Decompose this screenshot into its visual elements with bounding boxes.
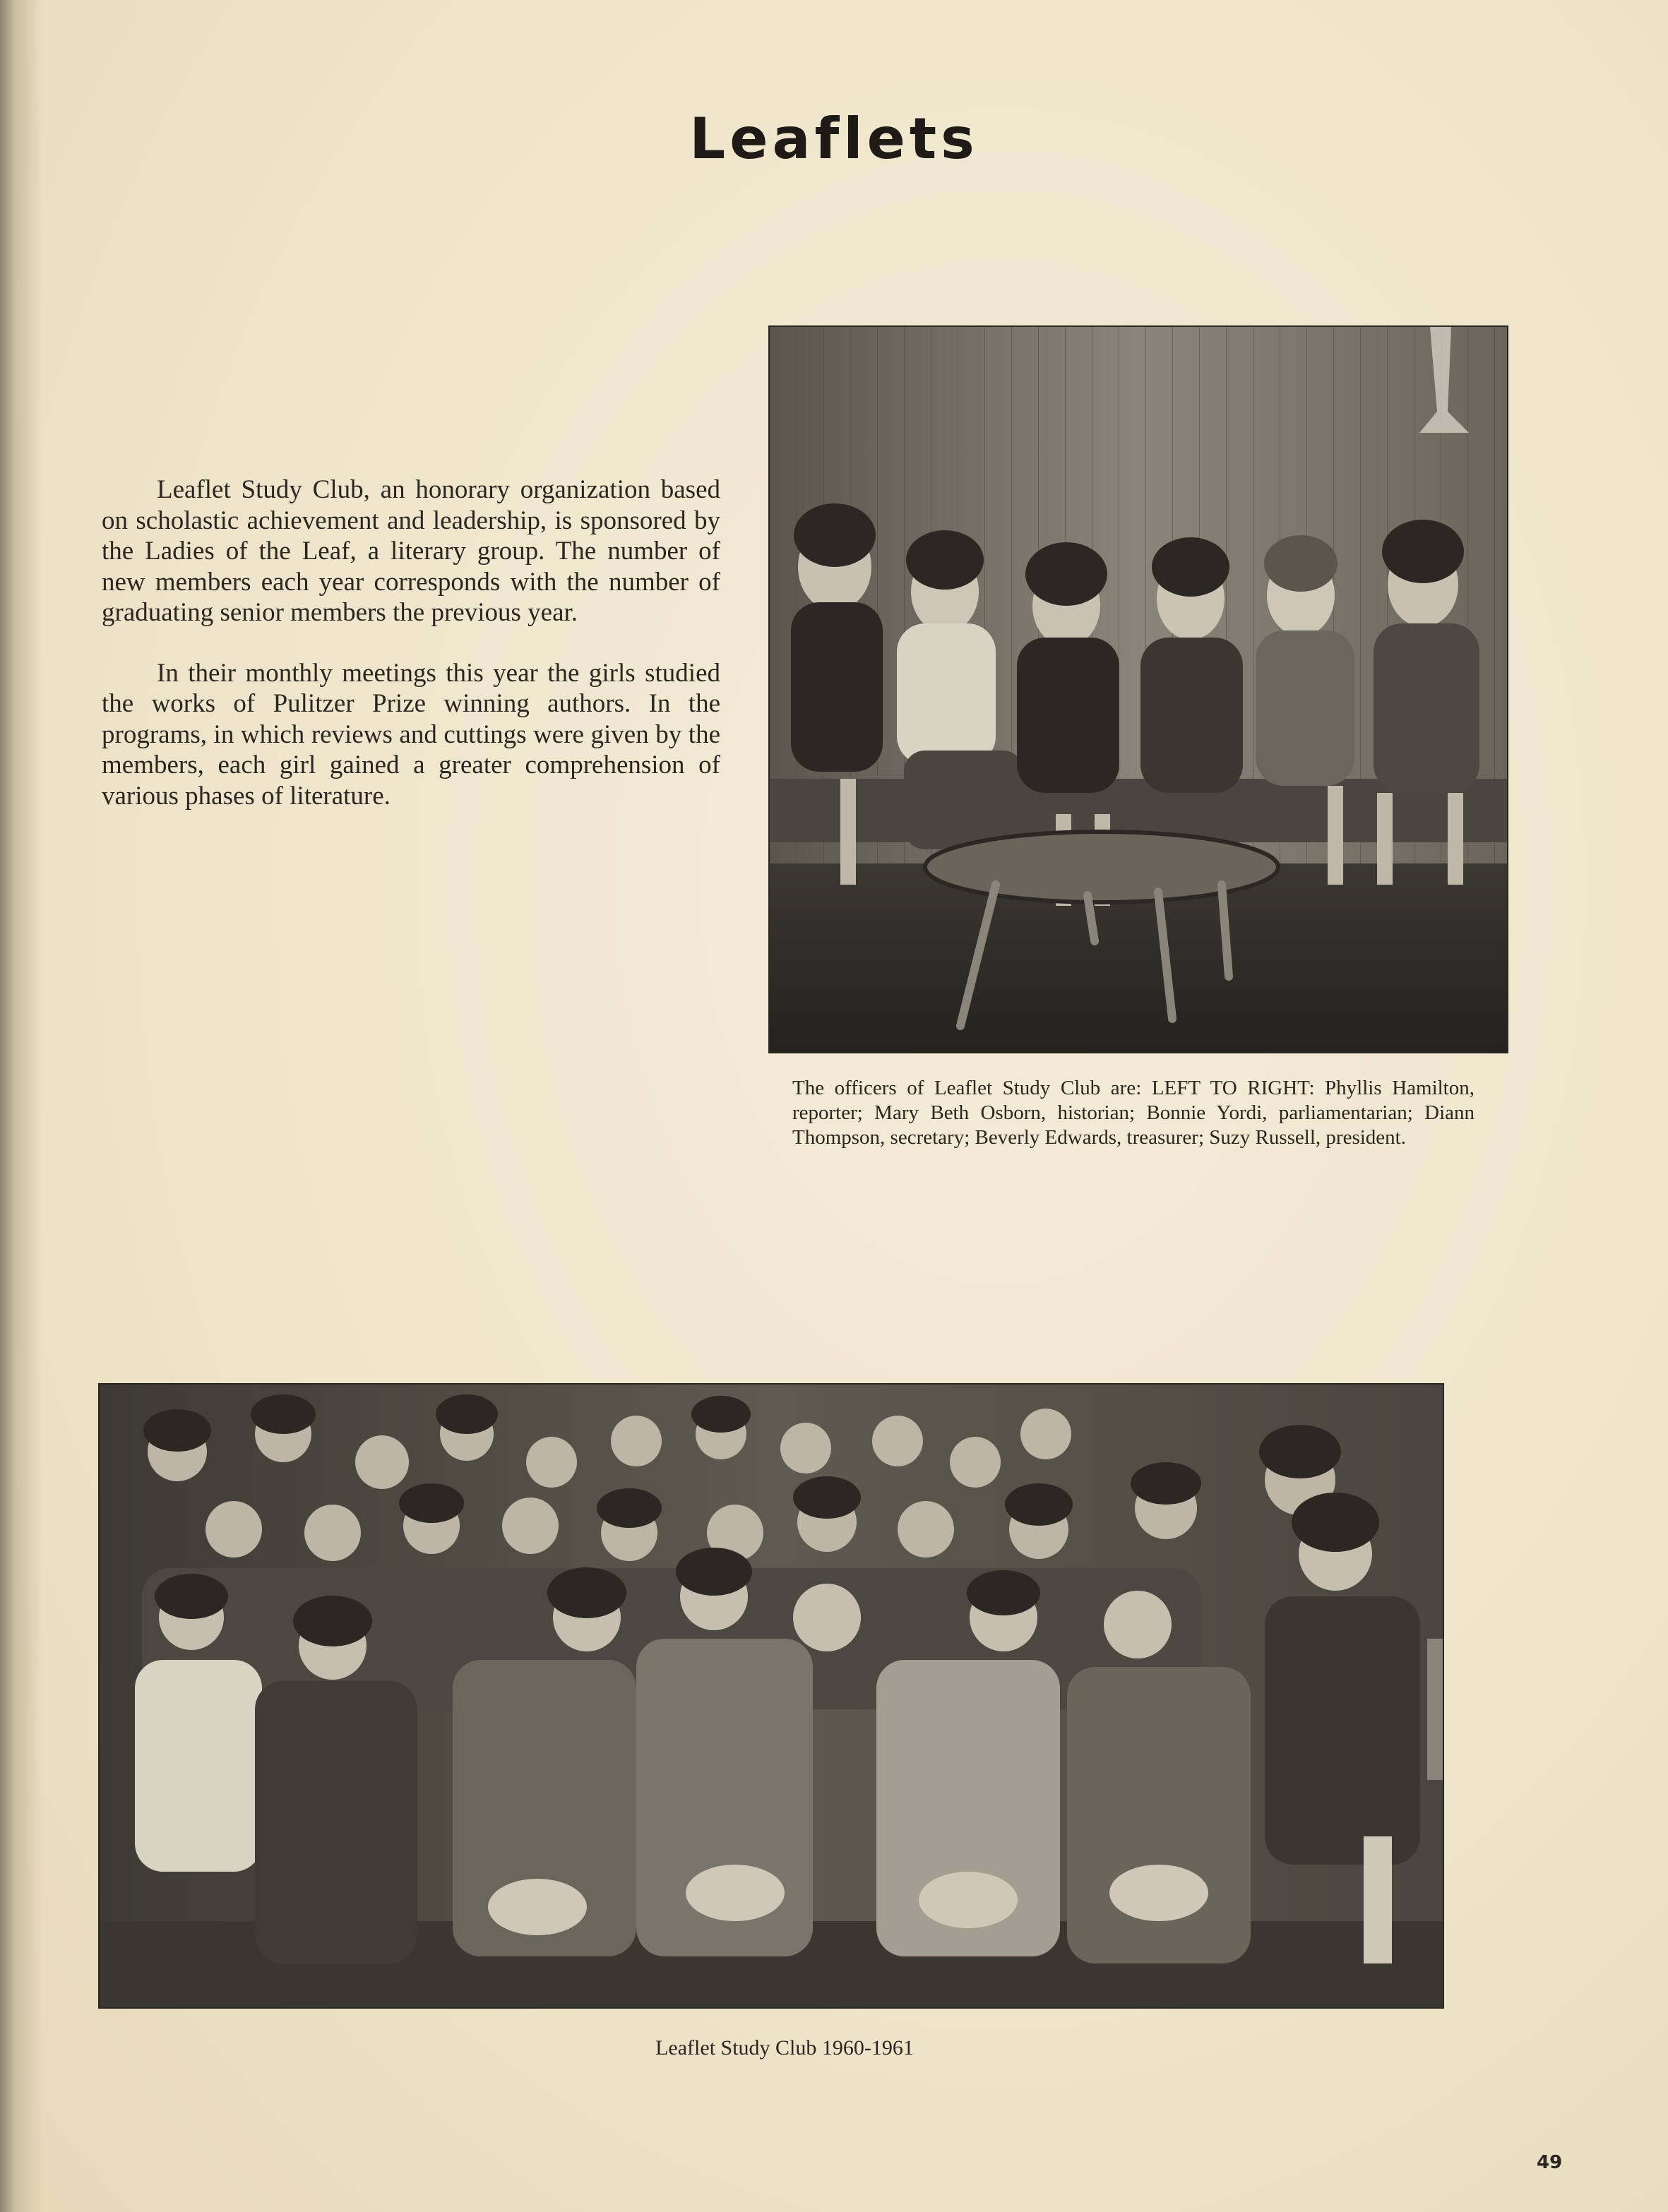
page-number: 49 [1537,2152,1563,2173]
group-caption: Leaflet Study Club 1960-1961 [655,2036,914,2059]
group-photo [98,1383,1444,2009]
page-title: Leaflets [689,106,979,172]
group-photo-image [100,1385,1443,2007]
officers-photo-image [770,327,1507,1052]
officers-photo [768,325,1508,1053]
description-paragraph-2: In their monthly meetings this year the girls studied the works of Pulitzer Prize winning authors. In the programs, in which reviews and cuttings were given by the members, each girl gained a greater comprehension of various phases of literature. [102,658,720,811]
club-description [102,474,720,841]
binding-shadow [0,0,42,2212]
officers-caption: The officers of Leaflet Study Club are: LEFT TO RIGHT: Phyllis Hamilton, reporter; Mary Beth Osborn, historian; Bonnie Yordi, parliamentarian; Diann Thompson, secretary; Beverly Edwards, treasurer; Suzy Russell, president. [792,1077,1475,1149]
description-paragraph-1: Leaflet Study Club, an honorary organization based on scholastic achievement and leadership, is sponsored by the Ladies of the Leaf, a literary group. The number of new members each year corresponds with the number of graduating senior members the previous year. [102,475,720,627]
